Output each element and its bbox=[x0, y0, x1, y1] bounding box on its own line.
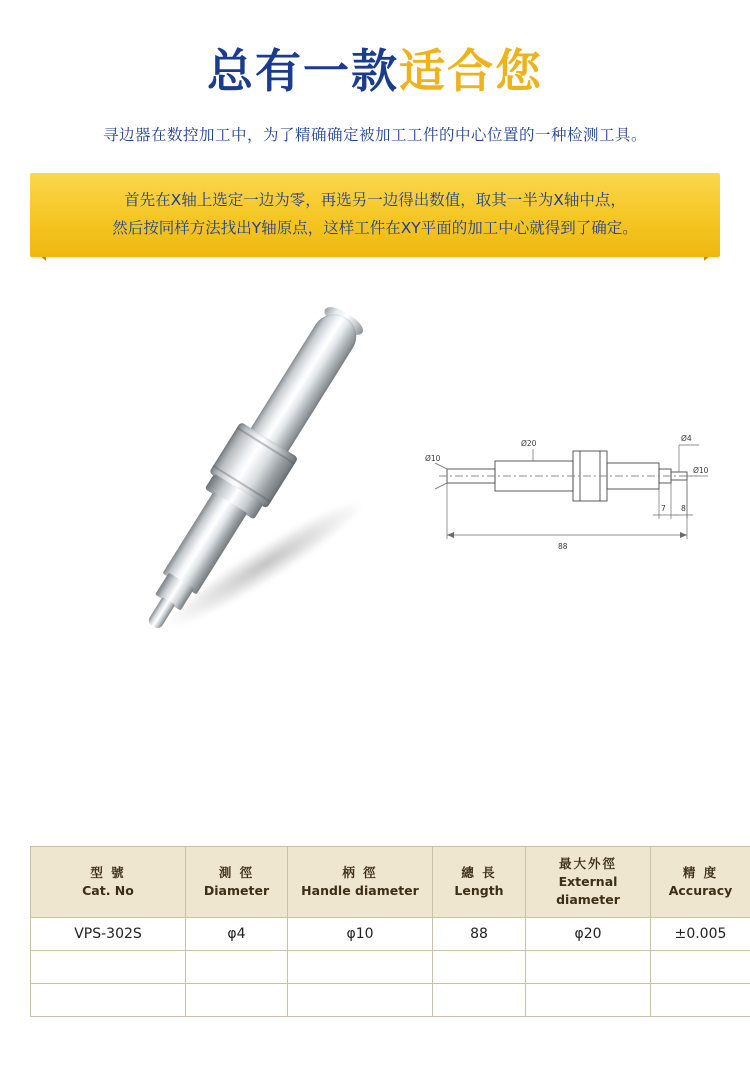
spec-table bbox=[30, 846, 750, 1017]
cell-handle-diameter bbox=[288, 984, 433, 1017]
spec-header-cat-no bbox=[31, 847, 186, 918]
spec-header-external-diameter-cn: 最大外徑 bbox=[528, 855, 648, 873]
spec-header-external-diameter-en: External diameter bbox=[528, 873, 648, 909]
table-row bbox=[31, 951, 750, 984]
spec-header-handle-diameter-cn: 柄 徑 bbox=[290, 864, 430, 882]
drawing-dim-right: Ø10 bbox=[693, 466, 709, 475]
tool-shank bbox=[248, 306, 365, 457]
product-illustration-area bbox=[0, 265, 750, 825]
cell-external-diameter: φ20 bbox=[526, 918, 651, 951]
product-photo bbox=[90, 275, 430, 645]
cell-handle-diameter bbox=[288, 951, 433, 984]
drawing-dim-total: 88 bbox=[558, 542, 568, 551]
spec-header-cat-no-cn: 型 號 bbox=[33, 864, 183, 882]
spec-header-handle-diameter-en: Handle diameter bbox=[290, 882, 430, 900]
cell-cat-no bbox=[31, 951, 186, 984]
page-subtitle: 寻边器在数控加工中，为了精确确定被加工工件的中心位置的一种检测工具。 bbox=[0, 123, 750, 145]
cell-accuracy: ±0.005 bbox=[651, 918, 750, 951]
page-title-part2: 适合您 bbox=[399, 44, 543, 98]
cell-length bbox=[433, 951, 526, 984]
drawing-dim-mid: Ø20 bbox=[521, 439, 537, 448]
page-title bbox=[0, 46, 750, 97]
drawing-dim-8: 8 bbox=[681, 504, 686, 513]
spec-table-wrapper bbox=[30, 846, 720, 1017]
spec-header-accuracy-en: Accuracy bbox=[653, 882, 748, 900]
edge-finder-tool-graphic bbox=[43, 231, 478, 678]
table-row bbox=[31, 984, 750, 1017]
spec-header-accuracy bbox=[651, 847, 750, 918]
spec-table-header-row bbox=[31, 847, 750, 918]
cell-diameter bbox=[186, 984, 288, 1017]
spec-header-length-cn: 總 長 bbox=[435, 864, 523, 882]
spec-header-external-diameter bbox=[526, 847, 651, 918]
drawing-dim-left: Ø10 bbox=[425, 454, 441, 463]
info-banner-line-1: 首先在X轴上选定一边为零，再选另一边得出数值，取其一半为X轴中点， bbox=[112, 187, 638, 214]
cell-external-diameter bbox=[526, 984, 651, 1017]
cell-diameter: φ4 bbox=[186, 918, 288, 951]
cell-handle-diameter: φ10 bbox=[288, 918, 433, 951]
info-banner-text bbox=[92, 187, 658, 241]
info-banner-wrapper bbox=[0, 173, 750, 265]
spec-header-cat-no-en: Cat. No bbox=[33, 882, 183, 900]
technical-drawing bbox=[425, 415, 715, 565]
spec-header-length bbox=[433, 847, 526, 918]
drawing-dim-7: 7 bbox=[661, 504, 666, 513]
technical-drawing-svg bbox=[425, 415, 715, 565]
cell-cat-no: VPS-302S bbox=[31, 918, 186, 951]
cell-accuracy bbox=[651, 951, 750, 984]
spec-header-handle-diameter bbox=[288, 847, 433, 918]
cell-cat-no bbox=[31, 984, 186, 1017]
page-title-part1: 总有一款 bbox=[207, 44, 399, 98]
cell-diameter bbox=[186, 951, 288, 984]
page-root bbox=[0, 46, 750, 1083]
spec-header-diameter-cn: 測 徑 bbox=[188, 864, 285, 882]
info-banner-line-2: 然后按同样方法找出Y轴原点，这样工件在XY平面的加工中心就得到了确定。 bbox=[112, 215, 638, 242]
spec-table-head bbox=[31, 847, 750, 918]
drawing-dim-top-right: Ø4 bbox=[681, 434, 692, 443]
spec-table-body bbox=[31, 918, 750, 1017]
spec-header-length-en: Length bbox=[435, 882, 523, 900]
spec-header-accuracy-cn: 精 度 bbox=[653, 864, 748, 882]
info-banner bbox=[30, 173, 720, 257]
cell-length: 88 bbox=[433, 918, 526, 951]
cell-accuracy bbox=[651, 984, 750, 1017]
cell-length bbox=[433, 984, 526, 1017]
table-row bbox=[31, 918, 750, 951]
spec-header-diameter-en: Diameter bbox=[188, 882, 285, 900]
cell-external-diameter bbox=[526, 951, 651, 984]
spec-header-diameter bbox=[186, 847, 288, 918]
